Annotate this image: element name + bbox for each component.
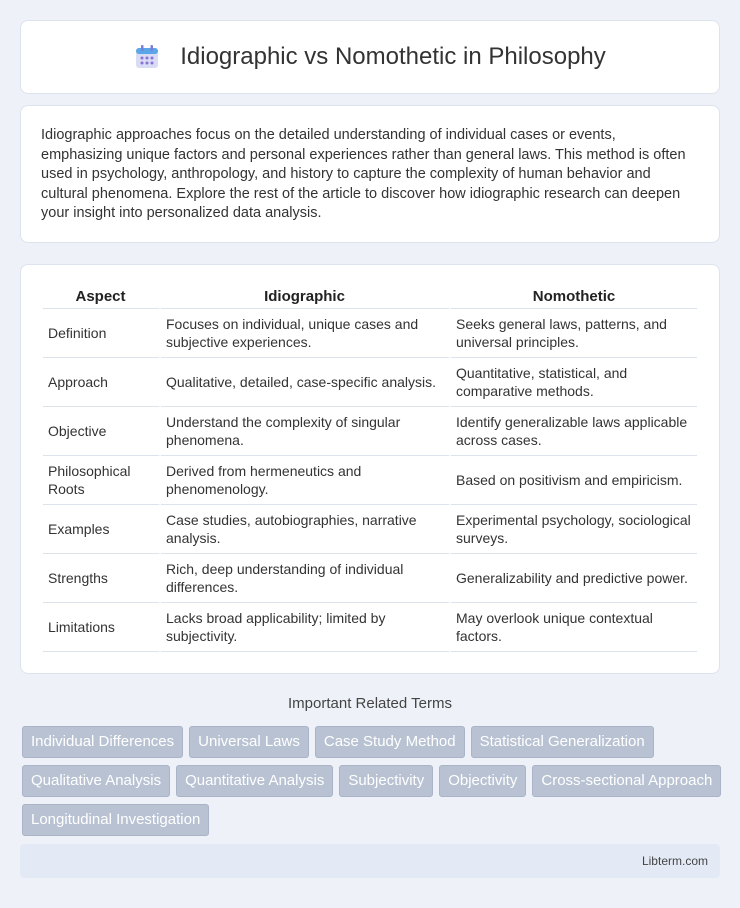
table-row <box>43 407 697 456</box>
footer-site-link[interactable]: Libterm.com <box>641 854 708 868</box>
related-term-tag[interactable]: Cross-sectional Approach <box>532 765 721 797</box>
table-row <box>43 358 697 407</box>
cell-aspect: Philosophical Roots <box>43 456 161 505</box>
table-row <box>43 456 697 505</box>
cell-idiographic: Focuses on individual, unique cases and subjective experiences. <box>161 309 451 358</box>
cell-aspect: Limitations <box>43 603 161 652</box>
cell-idiographic: Qualitative, detailed, case-specific analysis. <box>161 358 451 407</box>
related-terms-title: Important Related Terms <box>288 695 452 712</box>
cell-aspect: Examples <box>43 505 161 554</box>
table-row <box>43 554 697 603</box>
related-term-tag[interactable]: Longitudinal Investigation <box>22 804 209 836</box>
cell-nomothetic: Identify generalizable laws applicable across cases. <box>451 407 697 456</box>
table-header-row <box>43 285 697 309</box>
cell-aspect: Strengths <box>43 554 161 603</box>
cell-idiographic: Case studies, autobiographies, narrative analysis. <box>161 505 451 554</box>
cell-nomothetic: Based on positivism and empiricism. <box>451 456 697 505</box>
cell-idiographic: Derived from hermeneutics and phenomenology. <box>161 456 451 505</box>
intro-card <box>20 105 720 243</box>
related-term-tag[interactable]: Case Study Method <box>315 726 465 758</box>
cell-idiographic: Understand the complexity of singular phenomena. <box>161 407 451 456</box>
table-row <box>43 309 697 358</box>
cell-aspect: Objective <box>43 407 161 456</box>
cell-nomothetic: Quantitative, statistical, and comparative methods. <box>451 358 697 407</box>
header-card <box>20 20 720 94</box>
related-term-tag[interactable]: Individual Differences <box>22 726 183 758</box>
table-row <box>43 505 697 554</box>
related-term-tag[interactable]: Subjectivity <box>339 765 433 797</box>
cell-nomothetic: May overlook unique contextual factors. <box>451 603 697 652</box>
column-header-nomothetic: Nomothetic <box>451 285 697 309</box>
intro-text: Idiographic approaches focus on the detailed understanding of individual cases or events, emphasizing unique factors and personal experiences rather than general laws. This method is often used in psychology, anthropology, and history to capture the complexity of human behavior and cultural phenomena. Explore the rest of the article to discover how idiographic research can deepen your insight into personalized data analysis. <box>41 127 686 221</box>
cell-nomothetic: Experimental psychology, sociological surveys. <box>451 505 697 554</box>
comparison-table <box>43 285 697 652</box>
cell-idiographic: Rich, deep understanding of individual differences. <box>161 554 451 603</box>
related-term-tag[interactable]: Universal Laws <box>189 726 309 758</box>
cell-nomothetic: Generalizability and predictive power. <box>451 554 697 603</box>
related-term-tag[interactable]: Objectivity <box>439 765 526 797</box>
calendar-icon <box>134 44 160 70</box>
comparison-table-card <box>20 264 720 674</box>
cell-idiographic: Lacks broad applicability; limited by subjectivity. <box>161 603 451 652</box>
cell-aspect: Definition <box>43 309 161 358</box>
page-title: Idiographic vs Nomothetic in Philosophy <box>180 43 606 70</box>
related-terms-list <box>22 726 722 836</box>
related-term-tag[interactable]: Qualitative Analysis <box>22 765 170 797</box>
footer <box>20 844 720 878</box>
column-header-idiographic: Idiographic <box>161 285 451 309</box>
related-term-tag[interactable]: Statistical Generalization <box>471 726 654 758</box>
table-row <box>43 603 697 652</box>
column-header-aspect: Aspect <box>43 285 161 309</box>
cell-nomothetic: Seeks general laws, patterns, and universal principles. <box>451 309 697 358</box>
cell-aspect: Approach <box>43 358 161 407</box>
related-term-tag[interactable]: Quantitative Analysis <box>176 765 333 797</box>
